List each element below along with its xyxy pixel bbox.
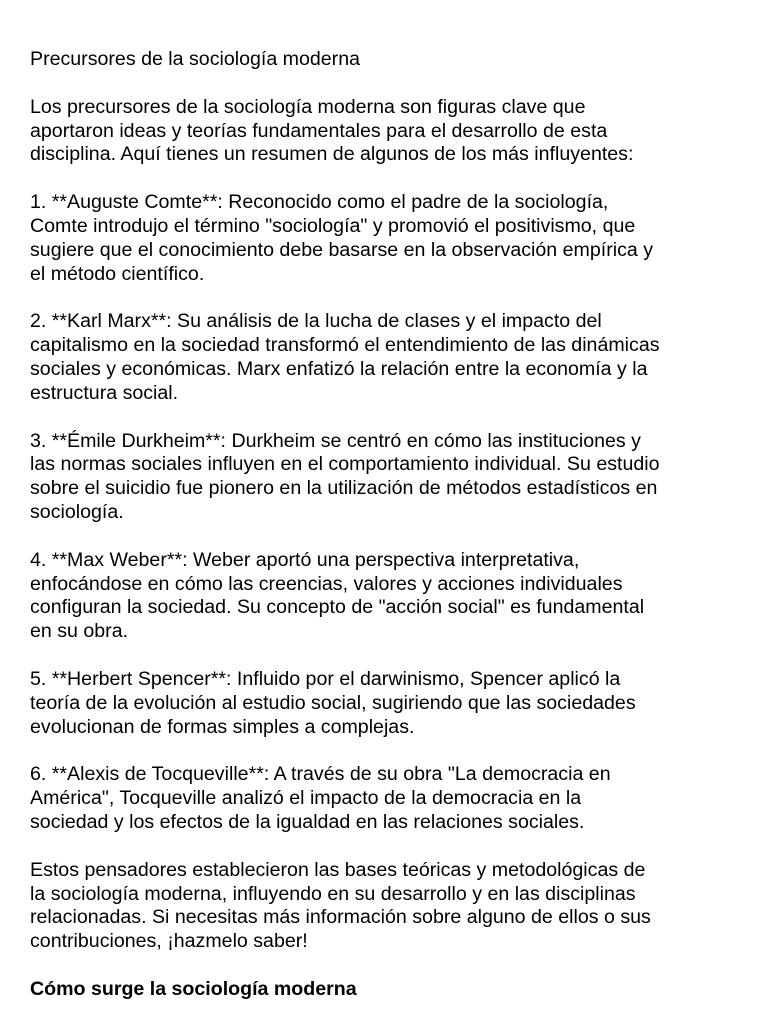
- intro-paragraph: Los precursores de la sociología moderna son figuras clave que aportaron ideas y teorías fundamentales para el desarrollo de esta disciplina. Aquí tienes un resumen de algunos de los más influyentes:: [30, 95, 634, 166]
- list-item: 3. **Émile Durkheim**: Durkheim se centró en cómo las instituciones y las normas sociales influyen en el comportamiento individual. Su estudio sobre el suicidio fue pionero en la utilización de métodos estadísticos en sociología.: [30, 429, 660, 523]
- list-item: 4. **Max Weber**: Weber aportó una perspectiva interpretativa, enfocándose en cómo las creencias, valores y acciones individuales configuran la sociedad. Su concepto de "acción social" es fundamental en su obra.: [30, 548, 645, 643]
- document-title: Precursores de la sociología moderna: [30, 48, 361, 70]
- list-item: 6. **Alexis de Tocqueville**: A través de su obra "La democracia en América", Tocqueville analizó el impacto de la democracia en la sociedad y los efectos de la igualdad en las relaciones sociales.: [30, 763, 611, 833]
- list-item: 1. **Auguste Comte**: Reconocido como el padre de la sociología, Comte introdujo el término "sociología" y promovió el positivismo, que sugiere que el conocimiento debe basarse en la observación empírica y el método científico.: [30, 191, 654, 285]
- list-item: 2. **Karl Marx**: Su análisis de la lucha de clases y el impacto del capitalismo en la sociedad transformó el entendimiento de las dinámicas sociales y económicas. Marx enfatizó la relación entre la economía y la estructura social.: [30, 310, 660, 404]
- conclusion-paragraph: Estos pensadores establecieron las bases teóricas y metodológicas de la sociología moderna, influyendo en su desarrollo y en las disciplinas relacionadas. Si necesitas más información sobre alguno de ellos o sus contribuciones, ¡hazmelo saber!: [30, 858, 651, 953]
- section-heading: Cómo surge la sociología moderna: [30, 977, 357, 1000]
- list-item: 5. **Herbert Spencer**: Influido por el darwinismo, Spencer aplicó la teoría de la evolución al estudio social, sugiriendo que las sociedades evolucionan de formas simples a complejas.: [30, 667, 636, 738]
- document-page: [30, 48, 742, 1002]
